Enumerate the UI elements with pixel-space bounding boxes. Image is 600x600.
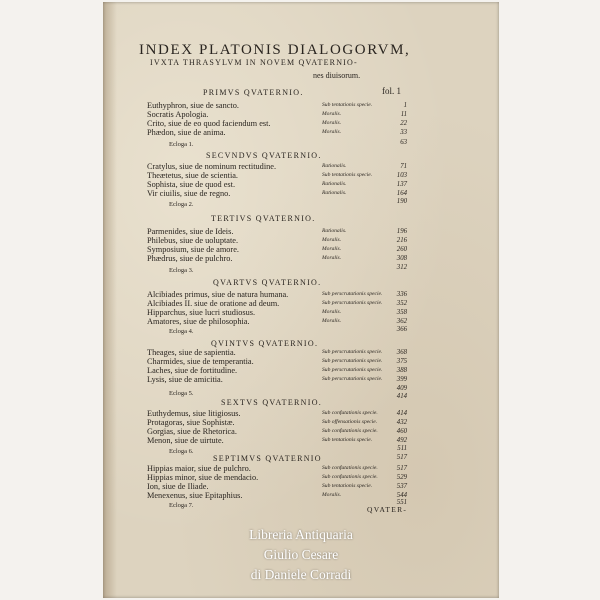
dialogue-category: Sub tentationis specie. <box>322 483 373 489</box>
dialogue-title: Cratylus, siue de nominum rectitudine. <box>147 162 277 171</box>
ecloga-folio: 312 <box>396 264 407 271</box>
folio-number: 388 <box>396 367 407 374</box>
dialogue-category: Moralis. <box>322 111 342 117</box>
folio-number: 362 <box>396 318 407 325</box>
dialogue-entry <box>103 308 499 317</box>
folio-number: 216 <box>396 237 407 244</box>
dialogue-title: Ion, siue de Iliade. <box>147 482 209 491</box>
dialogue-category: Moralis. <box>322 120 342 126</box>
dialogue-category: Sub perscrutationis specie. <box>322 349 383 355</box>
folio-number: 358 <box>396 309 407 316</box>
folio-number: 260 <box>396 246 407 253</box>
dialogue-title: Menexenus, siue Epitaphius. <box>147 491 243 500</box>
dialogue-title: Alcibiades primus, siue de natura humana. <box>147 290 289 299</box>
folio-number: 432 <box>396 419 407 426</box>
dialogue-category: Moralis. <box>322 492 342 498</box>
ecloga-folio: 409 <box>396 385 407 392</box>
folio-number: 33 <box>400 129 407 136</box>
folio-number: 492 <box>396 437 407 444</box>
dialogue-entry <box>103 290 499 299</box>
dialogue-category: Sub perscrutationis specie. <box>322 300 383 306</box>
dialogue-title: Charmides, siue de temperantia. <box>147 357 254 366</box>
dialogue-title: Phædrus, siue de pulchro. <box>147 254 233 263</box>
ecloga-label: Ecloga 7. <box>169 502 194 509</box>
ecloga-folio: 551 <box>396 499 407 506</box>
dialogue-category: Sub perscrutationis specie. <box>322 367 383 373</box>
dialogue-category: Rationalis. <box>322 163 347 169</box>
quaternion-heading-3: TERTIVS QVATERNIO. <box>211 214 316 223</box>
folio-number: 137 <box>396 181 407 188</box>
dialogue-title: Alcibiades II. siue de oratione ad deum. <box>147 299 280 308</box>
dialogue-category: Sub perscrutationis specie. <box>322 358 383 364</box>
dialogue-title: Phædon, siue de anima. <box>147 128 226 137</box>
watermark-line: di Daniele Corradi <box>250 567 352 582</box>
dialogue-title: Parmenides, siue de Ideis. <box>147 227 234 236</box>
quaternion-heading-5: QVINTVS QVATERNIO. <box>211 339 319 348</box>
dialogue-category: Moralis. <box>322 255 342 261</box>
dialogue-title: Hipparchus, siue lucri studiosus. <box>147 308 256 317</box>
dialogue-entry <box>103 473 499 482</box>
folio-number: 529 <box>396 474 407 481</box>
dialogue-entry <box>103 427 499 436</box>
ecloga-label: Ecloga 5. <box>169 390 194 397</box>
dialogue-category: Sub tentationis specie. <box>322 437 373 443</box>
dialogue-entry <box>103 162 499 171</box>
dialogue-category: Sub confutationis specie. <box>322 428 378 434</box>
dialogue-entry <box>103 482 499 491</box>
dialogue-entry <box>103 375 499 384</box>
dialogue-category: Sub confutationis specie. <box>322 465 378 471</box>
dialogue-category: Sub confutationis specie. <box>322 474 378 480</box>
dialogue-category: Sub offensationis specie. <box>322 419 378 425</box>
quaternion-heading-7: SEPTIMVS QVATERNIO <box>213 454 322 463</box>
folio-number: 460 <box>396 428 407 435</box>
dialogue-category: Moralis. <box>322 237 342 243</box>
ecloga-folio: 63 <box>400 139 407 146</box>
dialogue-entry <box>103 119 499 128</box>
folio-number: 517 <box>396 465 407 472</box>
folio-number: 308 <box>396 255 407 262</box>
folio-number: 11 <box>400 111 407 118</box>
dialogue-category: Sub perscrutationis specie. <box>322 376 383 382</box>
dialogue-entry <box>103 227 499 236</box>
ecloga-folio: 366 <box>396 326 407 333</box>
dialogue-title: Socratis Apologia. <box>147 110 209 119</box>
dialogue-title: Laches, siue de fortitudine. <box>147 366 238 375</box>
dialogue-entry <box>103 357 499 366</box>
quaternion-heading-2: SECVNDVS QVATERNIO. <box>206 151 322 160</box>
dialogue-category: Rationalis. <box>322 228 347 234</box>
folio-number: 71 <box>400 163 407 170</box>
dialogue-entry <box>103 409 499 418</box>
dialogue-category: Moralis. <box>322 309 342 315</box>
dialogue-title: Protagoras, siue Sophistæ. <box>147 418 235 427</box>
dialogue-title: Theages, siue de sapientia. <box>147 348 236 357</box>
folio-number: 537 <box>396 483 407 490</box>
ecloga-folio-2: 414 <box>396 393 407 400</box>
dialogue-category: Sub tentationis specie. <box>322 102 373 108</box>
dialogue-title: Philebus, siue de uoluptate. <box>147 236 239 245</box>
dialogue-entry <box>103 254 499 263</box>
dialogue-entry <box>103 128 499 137</box>
dialogue-category: Rationalis. <box>322 190 347 196</box>
watermark-line: Giulio Cesare <box>263 547 339 562</box>
ecloga-label: Ecloga 2. <box>169 201 194 208</box>
ecloga-label: Ecloga 1. <box>169 141 194 148</box>
dialogue-title: Amatores, siue de philosophia. <box>147 317 250 326</box>
folio-number: 414 <box>396 410 407 417</box>
dialogue-entry <box>103 366 499 375</box>
dialogue-entry <box>103 464 499 473</box>
dialogue-entry <box>103 299 499 308</box>
dialogue-entry <box>103 436 499 445</box>
ecloga-folio: 190 <box>396 198 407 205</box>
folio-number: 196 <box>396 228 407 235</box>
dialogue-title: Hippias minor, siue de mendacio. <box>147 473 259 482</box>
folio-number: 352 <box>396 300 407 307</box>
folio-column-label: fol. 1 <box>382 86 401 96</box>
quaternion-heading-6: SEXTVS QVATERNIO. <box>221 398 323 407</box>
dialogue-title: Theætetus, siue de scientia. <box>147 171 239 180</box>
quaternion-heading-1: PRIMVS QVATERNIO. <box>203 88 304 97</box>
dialogue-entry <box>103 180 499 189</box>
dialogue-title: Vir ciuilis, siue de regno. <box>147 189 231 198</box>
index-subtitle-continued: nes diuisorum. <box>313 71 361 80</box>
dialogue-entry <box>103 110 499 119</box>
ecloga-label: Ecloga 6. <box>169 448 194 455</box>
folio-number: 103 <box>396 172 407 179</box>
ecloga-folio: 511 <box>397 445 407 452</box>
folio-number: 336 <box>396 291 407 298</box>
dialogue-category: Sub tentationis specie. <box>322 172 373 178</box>
dialogue-title: Hippias maior, siue de pulchro. <box>147 464 251 473</box>
folio-number: 22 <box>400 120 407 127</box>
dialogue-title: Crito, siue de eo quod faciendum est. <box>147 119 271 128</box>
folio-number: 544 <box>396 492 407 499</box>
folio-number: 375 <box>396 358 407 365</box>
dialogue-title: Sophista, siue de quod est. <box>147 180 236 189</box>
index-subtitle: IVXTA THRASYLVM IN NOVEM QVATERNIO- <box>150 58 358 67</box>
quaternion-heading-4: QVARTVS QVATERNIO. <box>213 278 322 287</box>
dialogue-title: Symposium, siue de amore. <box>147 245 239 254</box>
dialogue-category: Sub confutationis specie. <box>322 410 378 416</box>
dialogue-entry <box>103 418 499 427</box>
dialogue-category: Moralis. <box>322 318 342 324</box>
dialogue-category: Sub perscrutationis specie. <box>322 291 383 297</box>
dialogue-title: Gorgias, siue de Rhetorica. <box>147 427 237 436</box>
dialogue-entry <box>103 317 499 326</box>
folio-number: 368 <box>396 349 407 356</box>
dialogue-entry <box>103 171 499 180</box>
folio-number: 164 <box>396 190 407 197</box>
dialogue-entry <box>103 189 499 198</box>
dialogue-entry <box>103 245 499 254</box>
dialogue-category: Moralis. <box>322 246 342 252</box>
dialogue-title: Euthyphron, siue de sancto. <box>147 101 239 110</box>
dialogue-category: Rationalis. <box>322 181 347 187</box>
folio-number: 1 <box>403 102 407 109</box>
dialogue-title: Menon, siue de uirtute. <box>147 436 224 445</box>
index-title: INDEX PLATONIS DIALOGORVM, <box>139 42 411 58</box>
watermark-line: Libreria Antiquaria <box>249 527 353 542</box>
folio-number: 399 <box>396 376 407 383</box>
catchword: QVATER- <box>367 505 408 514</box>
dialogue-title: Euthydemus, siue litigiosus. <box>147 409 241 418</box>
ecloga-folio-2: 517 <box>396 454 407 461</box>
book-page <box>103 2 499 598</box>
dialogue-entry <box>103 491 499 500</box>
dialogue-title: Lysis, siue de amicitia. <box>147 375 223 384</box>
ecloga-label: Ecloga 4. <box>169 328 194 335</box>
bookseller-watermark <box>103 525 499 585</box>
dialogue-entry <box>103 101 499 110</box>
dialogue-category: Moralis. <box>322 129 342 135</box>
dialogue-entry <box>103 236 499 245</box>
dialogue-entry <box>103 348 499 357</box>
ecloga-label: Ecloga 3. <box>169 267 194 274</box>
